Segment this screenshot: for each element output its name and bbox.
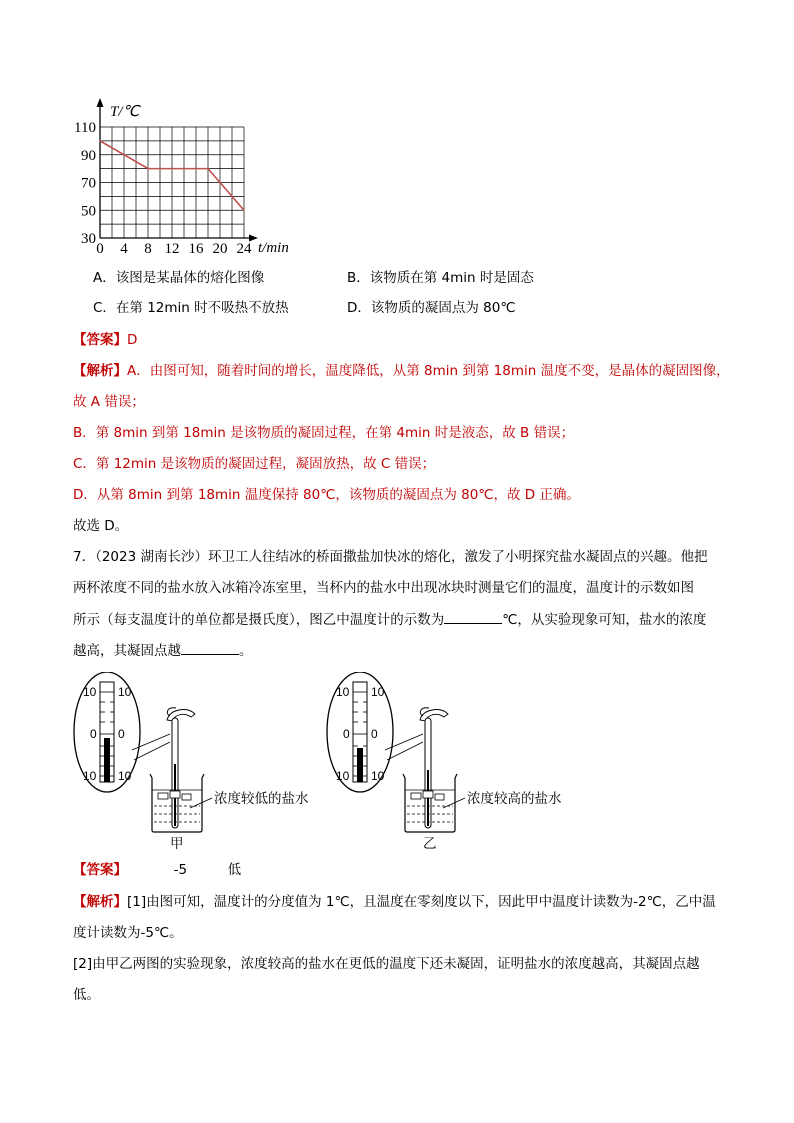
- figure-caption: 乙: [423, 836, 437, 850]
- q7-analysis-line-4: 低。: [73, 987, 100, 1003]
- scale-left-top: 10: [336, 685, 350, 699]
- y-axis-arrow: [97, 98, 104, 107]
- q7-stem-text-d: 。: [239, 643, 253, 659]
- q6-analysis-line-1: [73, 361, 730, 381]
- q6-conclusion: 故选 D。: [73, 518, 129, 534]
- q7-stem-line-4: [73, 640, 253, 661]
- q7-answer-tag: 【答案】: [73, 862, 127, 878]
- q7-answer-1: -5: [173, 862, 188, 878]
- leader-line: [190, 798, 212, 808]
- solution-label: 浓度较低的盐水: [214, 791, 309, 807]
- q6-analysis-line-5: D．从第 8min 到第 18min 温度保持 80℃，该物质的凝固点为 80℃，故 D 正确。: [73, 487, 580, 503]
- q7-analysis-line-2: 度计读数为-5℃。: [73, 925, 183, 941]
- hand-icon: [167, 708, 195, 721]
- q6-answer-value: D: [127, 332, 138, 348]
- x-tick-label: 12: [164, 241, 180, 257]
- option-a: A．该图是某晶体的熔化图像: [93, 270, 265, 286]
- scale-left-top: 10: [83, 685, 97, 699]
- option-d: D．该物质的凝固点为 80℃: [347, 300, 516, 316]
- scale-left-bottom: 10: [83, 769, 97, 783]
- q7-answer-2: 低: [227, 862, 242, 878]
- x-tick-label: 16: [188, 241, 204, 257]
- q7-stem-text-a: 所示（每支温度计的单位都是摄氏度），图乙中温度计的示数为: [73, 612, 445, 628]
- q7-analysis-line-1: [73, 892, 716, 912]
- scale-right-top: 10: [118, 685, 132, 699]
- scale-left-bottom: 10: [336, 769, 350, 783]
- q6-analysis-line-2: 故 A 错误；: [73, 394, 145, 410]
- x-axis-label: t/min: [258, 240, 289, 256]
- option-c: C．在第 12min 时不吸热不放热: [93, 300, 289, 316]
- solution-label: 浓度较高的盐水: [467, 791, 562, 807]
- y-tick-label: 70: [81, 175, 96, 192]
- y-tick-labels: [74, 120, 96, 247]
- scale-right-zero: 0: [371, 727, 378, 741]
- chart-grid: [100, 127, 244, 238]
- q7-stem-line-2: 两杯浓度不同的盐水放入冰箱冷冻室里，当杯内的盐水中出现冰块时测量它们的温度，温度计的示数如图: [73, 580, 694, 596]
- x-tick-label: 4: [120, 241, 128, 257]
- leader-line: [443, 798, 465, 808]
- hand-icon: [420, 708, 448, 721]
- x-tick-labels: [96, 241, 252, 257]
- y-tick-label: 110: [74, 120, 96, 136]
- q7-answer-row: [73, 860, 241, 880]
- q7-analysis-line-3: [2]由甲乙两图的实验现象，浓度较高的盐水在更低的温度下还未凝固，证明盐水的浓度越高，其凝固点越: [73, 956, 700, 972]
- q7-analysis-text: [1]由图可知，温度计的分度值为 1℃，且温度在零刻度以下，因此甲中温度计读数为-2℃，乙中温: [127, 894, 716, 910]
- option-b: B．该物质在第 4min 时是固态: [347, 270, 534, 286]
- q6-analysis-line-4: C．第 12min 是该物质的凝固过程，凝固放热，故 C 错误；: [73, 456, 436, 472]
- q6-analysis-tag: 【解析】: [73, 363, 127, 379]
- scale-right-bottom: 10: [371, 769, 385, 783]
- q7-stem-line-3: [73, 609, 706, 630]
- y-axis-label: T/℃: [110, 104, 140, 120]
- scale-right-top: 10: [371, 685, 385, 699]
- scale-left-zero: 0: [90, 727, 97, 741]
- q7-stem-line-1: 7．（2023 湖南长沙）环卫工人往结冰的桥面撒盐加快冰的熔化，激发了小明探究盐水凝固点的兴趣。他把: [73, 549, 708, 565]
- x-tick-label: 8: [144, 241, 152, 257]
- q6-analysis-line-3: B．第 8min 到第 18min 是该物质的凝固过程，在第 4min 时是液态，故 B 错误；: [73, 425, 575, 441]
- x-tick-label: 24: [236, 241, 252, 257]
- y-tick-label: 90: [81, 147, 96, 164]
- scale-left-zero: 0: [343, 727, 350, 741]
- series-point: [207, 168, 209, 170]
- figure-jia: [72, 672, 332, 850]
- q7-analysis-tag: 【解析】: [73, 894, 127, 910]
- scale-right-zero: 0: [118, 727, 125, 741]
- liquid-column: [357, 748, 363, 782]
- y-tick-label: 30: [81, 231, 96, 247]
- x-tick-label: 0: [96, 241, 104, 257]
- answer-blank-1[interactable]: [444, 609, 502, 624]
- figure-yi: [325, 672, 585, 850]
- series-point: [147, 168, 149, 170]
- scale-right-bottom: 10: [118, 769, 132, 783]
- x-tick-label: 20: [212, 241, 228, 257]
- series-point: [243, 209, 245, 211]
- q7-stem-text-c: 越高，其凝固点越: [73, 643, 181, 659]
- answer-blank-2[interactable]: [181, 640, 239, 655]
- q7-stem-text-b: ℃，从实验现象可知，盐水的浓度: [502, 612, 707, 628]
- q6-answer-row: [73, 330, 137, 350]
- liquid-column: [104, 738, 110, 782]
- figure-caption: 甲: [170, 836, 184, 850]
- q6-analysis-text: A．由图可知，随着时间的增长，温度降低，从第 8min 到第 18min 温度不变，是晶体的凝固图像，: [127, 363, 730, 379]
- q6-answer-tag: 【答案】: [73, 332, 127, 348]
- temperature-time-chart: [60, 90, 310, 265]
- y-tick-label: 50: [81, 203, 96, 220]
- series-point: [99, 140, 101, 142]
